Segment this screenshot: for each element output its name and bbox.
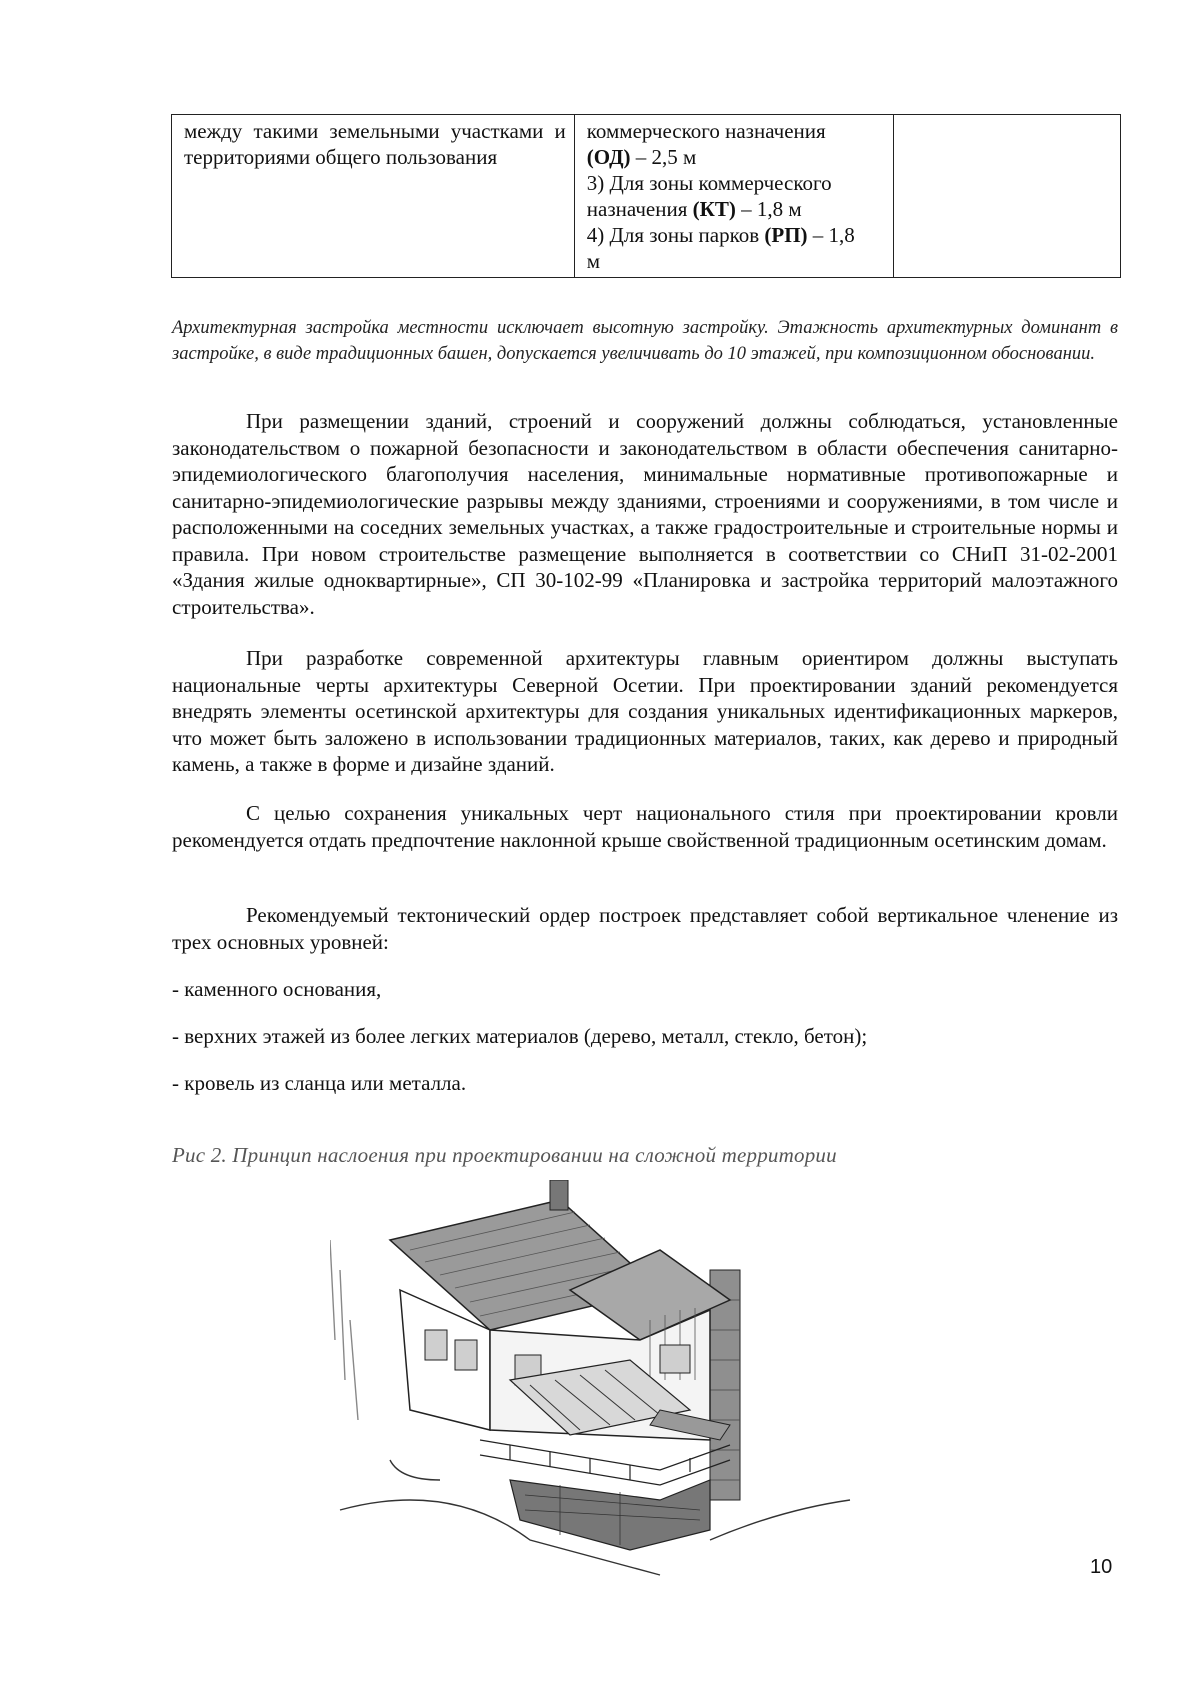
paragraph-2: При разработке современной архитектуры главным ориентиром должны выступать национальные черты архитектуры Северной Осетии. При проектировании зданий рекомендуется внедрять элементы осетинской архитектуры для создания уникальных идентификационных маркеров, что может быть заложено в использовании традиционных материалов, таких, как дерево и природный камень, а также в форме и дизайне зданий.	[172, 646, 1118, 776]
zoning-table	[171, 114, 1121, 278]
list-item: - каменного основания,	[172, 977, 382, 1001]
cell-line: территориями общего пользования	[184, 145, 498, 169]
cell-line: 3) Для зоны коммерческого	[586, 171, 832, 195]
figure-caption: Рис 2. Принцип наслоения при проектировании на сложной территории	[172, 1143, 837, 1167]
cell-line: назначения (КТ) – 1,8 м	[586, 197, 802, 221]
vegetation	[330, 1240, 358, 1420]
table-cell-values	[574, 115, 893, 278]
list-item: - кровель из сланца или металла.	[172, 1071, 467, 1095]
cell-line: 4) Для зоны парков (РП) – 1,8	[586, 223, 855, 247]
list-item: - верхних этажей из более легких материалов (дерево, металл, стекло, бетон);	[172, 1024, 868, 1048]
table-row	[172, 115, 1121, 278]
paragraph-4: Рекомендуемый тектонический ордер построек представляет собой вертикальное членение из трех основных уровней:	[172, 903, 1118, 954]
ground-line	[710, 1500, 850, 1540]
page-number: 10	[1090, 1556, 1113, 1578]
ground-line	[390, 1460, 440, 1480]
cell-line: коммерческого назначения	[586, 119, 826, 143]
paragraph-3: С целью сохранения уникальных черт национального стиля при проектировании кровли рекомендуется отдать предпочтение наклонной крыше свойственной традиционным осетинским домам.	[172, 801, 1118, 852]
deck-railing	[480, 1440, 730, 1485]
house-illustration	[330, 1180, 890, 1580]
cell-line: (ОД) – 2,5 м	[586, 145, 697, 169]
italic-note: Архитектурная застройка местности исключает высотную застройку. Этажность архитектурных доминант в застройке, в виде традиционных башен, допускается увеличивать до 10 этажей, при композиционном обосновании.	[172, 318, 1118, 364]
chimney	[550, 1180, 568, 1210]
paragraph-1: При размещении зданий, строений и сооружений должны соблюдаться, установленные законодательством о пожарной безопасности и законодательством в области обеспечения санитарно-эпидемиологического благополучия населения, минимальные нормативные противопожарные и санитарно-эпидемиологические разрывы между зданиями, строениями и сооружениями, в том числе и расположенными на соседних земельных участках, а также градостроительные и строительные нормы и правила. При новом строительстве размещение выполняется в соответствии со СНиП 31-02-2001 «Здания жилые одноквартирные», СП 30-102-99 «Планировка и застройка территорий малоэтажного строительства».	[172, 409, 1118, 619]
table-cell-empty	[894, 115, 1121, 278]
cell-line: между такими земельными участками и	[184, 119, 566, 143]
cell-line: м	[586, 249, 601, 273]
table-cell-description	[172, 115, 575, 278]
